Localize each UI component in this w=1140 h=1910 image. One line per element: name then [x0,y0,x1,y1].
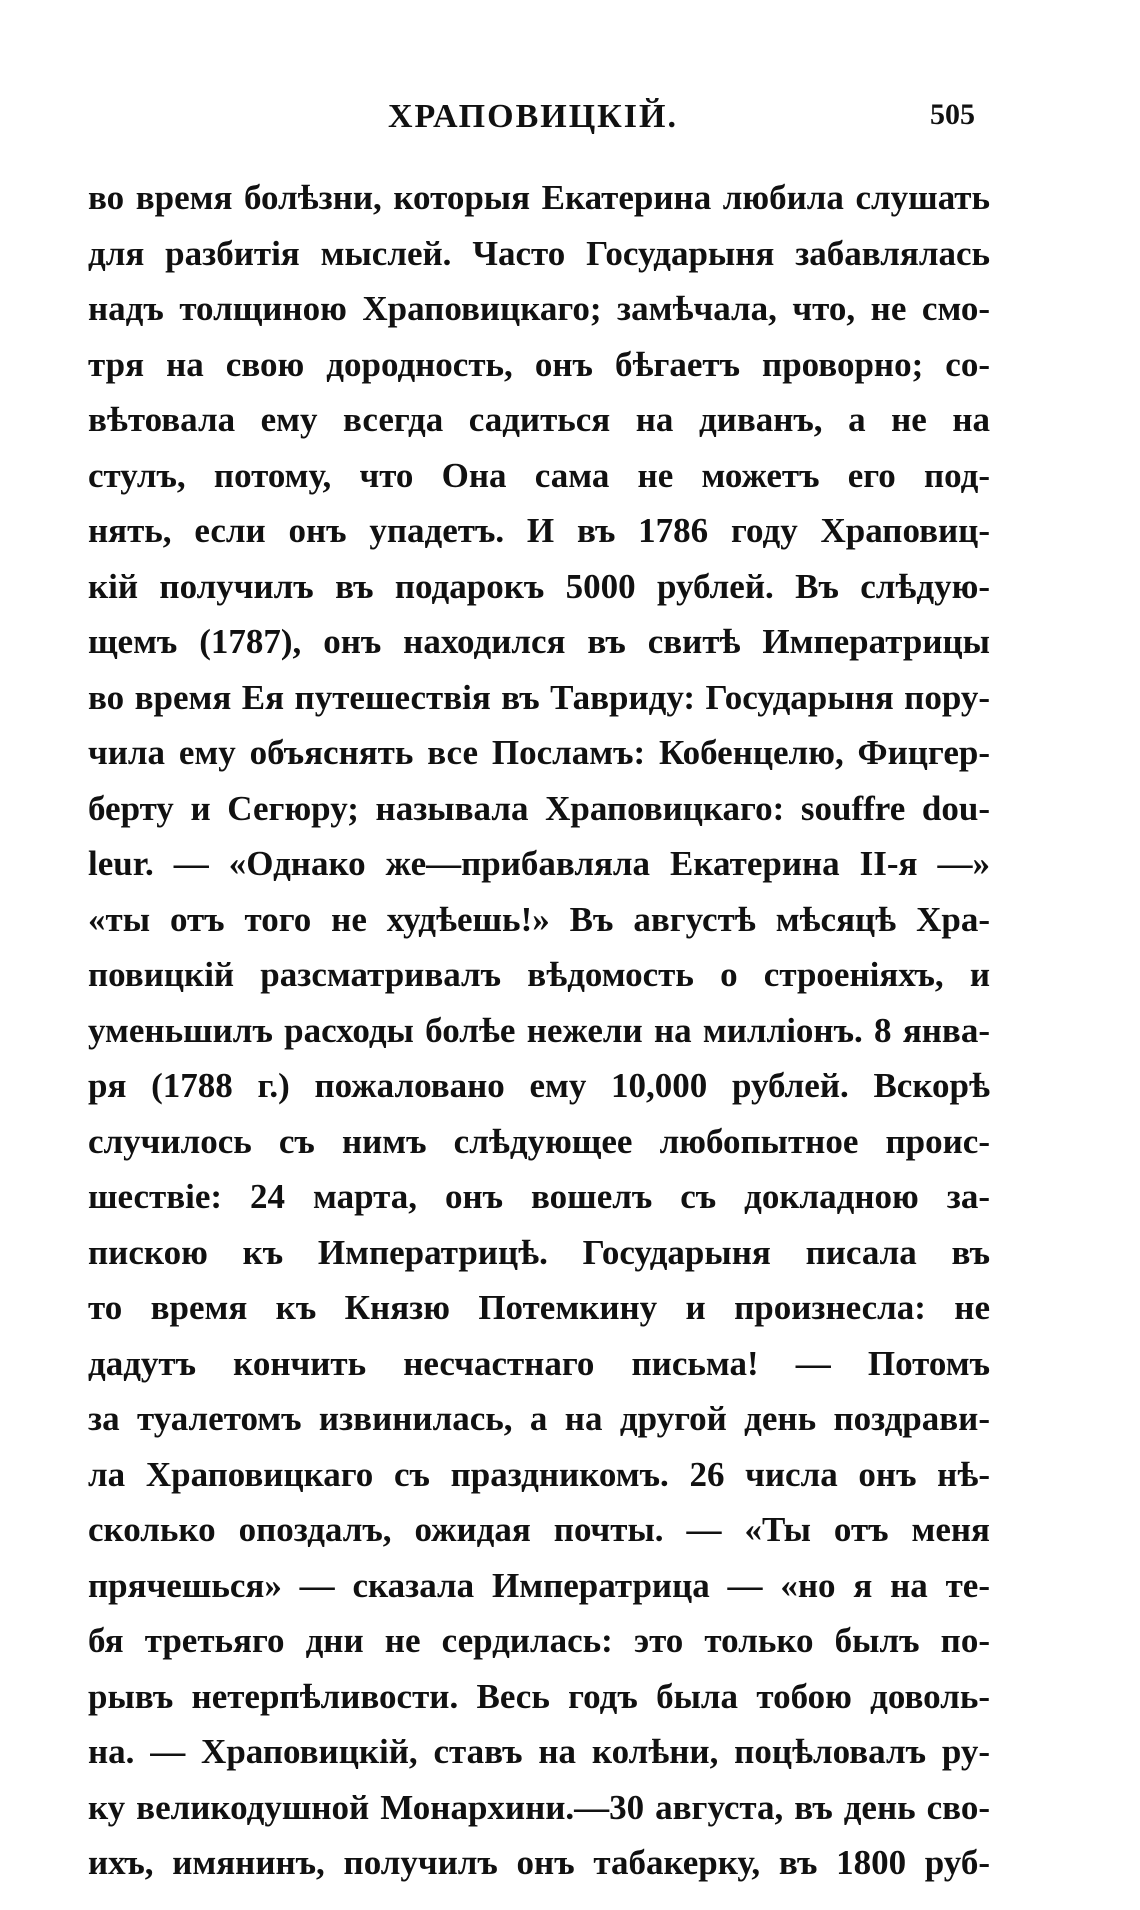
text-line: случилось съ нимъ слѣдующее любопытное проис- [88,1121,990,1161]
text-line: повицкій разсматривалъ вѣдомость о строеніяхъ, и [88,955,990,994]
body-text [88,170,990,1891]
text-line: во время Ея путешествія въ Тавриду: Государыня пору- [88,677,990,717]
text-line: рывъ нетерпѣливости. Весь годъ была тобою доволь- [88,1676,990,1716]
text-line: для разбитія мыслей. Часто Государыня забавлялась [88,233,990,273]
text-line: пискою къ Императрицѣ. Государыня писала въ [88,1232,990,1272]
text-line: шествіе: 24 марта, онъ вошелъ съ докладною за- [88,1177,990,1216]
text-line: нять, если онъ упадетъ. И въ 1786 году Храповиц- [88,511,990,550]
text-line: стулъ, потому, что Она сама не можетъ его под- [88,455,990,495]
page-number: 505 [930,98,975,131]
text-line: то время къ Князю Потемкину и произнесла: не [88,1288,990,1327]
page-header [0,98,1140,148]
text-line: уменьшилъ расходы болѣе нежели на милліонъ. 8 янва- [88,1010,990,1050]
text-line: кій получилъ въ подарокъ 5000 рублей. Въ слѣдую- [88,566,990,606]
text-line: чила ему объяснять все Посламъ: Кобенцелю, Фицгер- [88,733,990,772]
running-title: ХРАПОВИЦКІЙ. [388,98,678,135]
text-line: бя третьяго дни не сердилась: это только былъ по- [88,1621,990,1660]
text-line: вѣтовала ему всегда садиться на диванъ, а не на [88,400,990,439]
text-line: leur. — «Однако же—прибавляла Екатерина II-я —» [88,844,990,883]
text-line: дадутъ кончить несчастнаго письма! — Потомъ [88,1343,990,1383]
text-line: надъ толщиною Храповицкаго; замѣчала, что, не смо- [88,289,990,328]
text-line: прячешься» — сказала Императрица — «но я на те- [88,1565,990,1605]
text-line: ла Храповицкаго съ праздникомъ. 26 числа онъ нѣ- [88,1454,990,1494]
text-line: ихъ, имянинъ, получилъ онъ табакерку, въ 1800 руб- [88,1843,990,1882]
text-line: во время болѣзни, которыя Екатерина любила слушать [88,178,990,217]
text-line: за туалетомъ извинилась, а на другой день поздрави- [88,1399,990,1438]
text-line: берту и Сегюру; называла Храповицкаго: souffre dou- [88,788,990,828]
text-line: ря (1788 г.) пожаловано ему 10,000 рублей. Вскорѣ [88,1066,990,1105]
text-line: щемъ (1787), онъ находился въ свитѣ Императрицы [88,622,990,661]
text-line: на. — Храповицкій, ставъ на колѣни, поцѣловалъ ру- [88,1732,990,1771]
text-line: ку великодушной Монархини.—30 августа, въ день сво- [88,1787,990,1827]
text-line: тря на свою дородность, онъ бѣгаетъ проворно; со- [88,344,990,384]
text-line: «ты отъ того не худѣешь!» Въ августѣ мѣсяцѣ Хра- [88,899,990,939]
text-line: сколько опоздалъ, ожидая почты. — «Ты отъ меня [88,1510,990,1549]
